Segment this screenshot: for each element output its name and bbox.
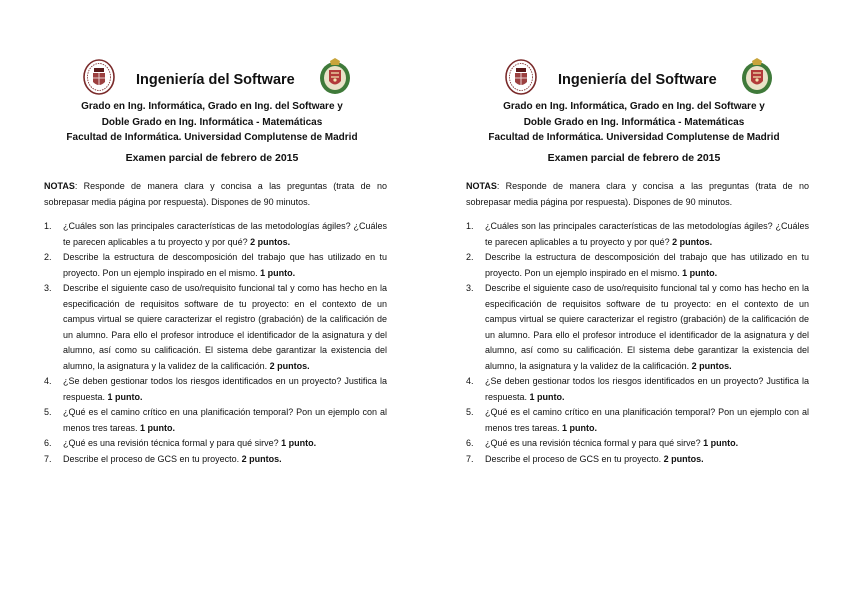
question-points: 2 puntos. [691, 360, 732, 371]
question-number: 7. [466, 453, 474, 464]
header-row [504, 58, 776, 98]
question-number: 4. [44, 376, 52, 386]
faculty-seal-icon [318, 58, 352, 96]
question-points: 1 punto. [140, 422, 176, 433]
notes-paragraph [466, 179, 809, 210]
question-number: 2. [466, 252, 474, 262]
subtitle-line: Doble Grado en Ing. Informática - Matemáticas [523, 116, 745, 128]
question-list [466, 219, 809, 467]
subtitle [0, 99, 424, 146]
question-points: 2 puntos. [672, 236, 713, 247]
question-item [44, 374, 387, 405]
question-item [466, 452, 809, 468]
question-number: 1. [466, 221, 474, 231]
question-text: Describe el siguiente caso de uso/requisito funcional tal y como has hecho en la especificación de requisitos software de tu proyecto: en el contexto de un campus virtual se quiere caracterizar el registro (grabación) de la calificación de un alumno. Para ello el profesor introduce el identificador de la asignatura y del alumno, así como su calificación. El sistema debe garantizar la existencia del alumno, la asignatura y la validez de la calificación. [485, 283, 809, 371]
question-item [466, 281, 809, 374]
question-points: 1 punto. [562, 422, 598, 433]
question-text: ¿Qué es el camino crítico en una planificación temporal? Pon un ejemplo con al menos tres tareas. [63, 407, 387, 433]
question-points: 2 puntos. [269, 360, 310, 371]
subtitle-line: Facultad de Informática. Universidad Complutense de Madrid [488, 132, 780, 143]
question-points: 1 punto. [529, 391, 565, 402]
notes-label: NOTAS [44, 181, 75, 191]
university-seal-icon [504, 58, 538, 96]
question-text: ¿Qué es una revisión técnica formal y para qué sirve? [63, 438, 279, 448]
question-item [44, 452, 387, 468]
question-text: Describe el proceso de GCS en tu proyecto. [485, 453, 662, 464]
faculty-seal-icon [740, 58, 774, 96]
question-item [44, 405, 387, 436]
subtitle-line: Grado en Ing. Informática, Grado en Ing. del Software y [503, 101, 765, 112]
question-number: 5. [44, 407, 52, 417]
exam-title: Examen parcial de febrero de 2015 [125, 152, 299, 164]
question-item [466, 436, 809, 452]
question-item [44, 219, 387, 250]
exam-title: Examen parcial de febrero de 2015 [547, 152, 721, 164]
question-number: 3. [466, 283, 474, 293]
question-item [44, 250, 387, 281]
question-text: ¿Se deben gestionar todos los riesgos identificados en un proyecto? Justifica la respuesta. [485, 376, 809, 402]
question-points: 1 punto. [260, 267, 296, 278]
document-title: Ingeniería del Software [558, 72, 717, 88]
question-number: 6. [44, 438, 52, 448]
question-points: 1 punto. [703, 438, 739, 448]
question-item [466, 250, 809, 281]
question-list [44, 219, 387, 467]
subtitle [422, 99, 846, 146]
question-points: 1 punto. [281, 438, 317, 448]
question-text: Describe la estructura de descomposición del trabajo que has utilizado en tu proyecto. Pon un ejemplo inspirado en el mismo. [485, 252, 809, 278]
subtitle-line: Doble Grado en Ing. Informática - Matemáticas [101, 116, 323, 128]
question-item [44, 436, 387, 452]
notes-text: : Responde de manera clara y concisa a las preguntas (trata de no sobrepasar media página por respuesta). Dispones de 90 minutos. [466, 181, 809, 207]
exam-sheet-right [422, 0, 846, 599]
university-seal-icon [82, 58, 116, 96]
subtitle-line: Grado en Ing. Informática, Grado en Ing. del Software y [81, 101, 343, 112]
question-text: Describe el siguiente caso de uso/requisito funcional tal y como has hecho en la especificación de requisitos software de tu proyecto: en el contexto de un campus virtual se quiere caracterizar el registro (grabación) de la calificación de un alumno. Para ello el profesor introduce el identificador de la asignatura y del alumno, así como su calificación. El sistema debe garantizar la existencia del alumno, la asignatura y la validez de la calificación. [63, 283, 387, 371]
question-points: 2 puntos. [663, 453, 704, 464]
question-number: 4. [466, 376, 474, 386]
question-item [466, 374, 809, 405]
question-number: 2. [44, 252, 52, 262]
question-text: ¿Qué es el camino crítico en una planificación temporal? Pon un ejemplo con al menos tres tareas. [485, 407, 809, 433]
document-title: Ingeniería del Software [136, 72, 295, 88]
question-text: ¿Cuáles son las principales características de las metodologías ágiles? ¿Cuáles te parecen aplicables a tu proyecto y por qué? [63, 221, 387, 247]
notes-text: : Responde de manera clara y concisa a las preguntas (trata de no sobrepasar media página por respuesta). Dispones de 90 minutos. [44, 181, 387, 207]
question-number: 5. [466, 407, 474, 417]
notes-label: NOTAS [466, 181, 497, 191]
question-number: 1. [44, 221, 52, 231]
question-text: ¿Se deben gestionar todos los riesgos identificados en un proyecto? Justifica la respuesta. [63, 376, 387, 402]
question-item [466, 219, 809, 250]
question-points: 1 punto. [682, 267, 718, 278]
question-points: 2 puntos. [241, 453, 282, 464]
header-row [82, 58, 354, 98]
question-number: 6. [466, 438, 474, 448]
question-item [466, 405, 809, 436]
question-number: 7. [44, 453, 52, 464]
question-points: 2 puntos. [250, 236, 291, 247]
question-text: ¿Qué es una revisión técnica formal y para qué sirve? [485, 438, 701, 448]
question-number: 3. [44, 283, 52, 293]
question-points: 1 punto. [107, 391, 143, 402]
question-text: ¿Cuáles son las principales características de las metodologías ágiles? ¿Cuáles te parecen aplicables a tu proyecto y por qué? [485, 221, 809, 247]
subtitle-line: Facultad de Informática. Universidad Complutense de Madrid [66, 132, 358, 143]
notes-paragraph [44, 179, 387, 210]
question-item [44, 281, 387, 374]
question-text: Describe la estructura de descomposición del trabajo que has utilizado en tu proyecto. Pon un ejemplo inspirado en el mismo. [63, 252, 387, 278]
question-text: Describe el proceso de GCS en tu proyecto. [63, 453, 240, 464]
